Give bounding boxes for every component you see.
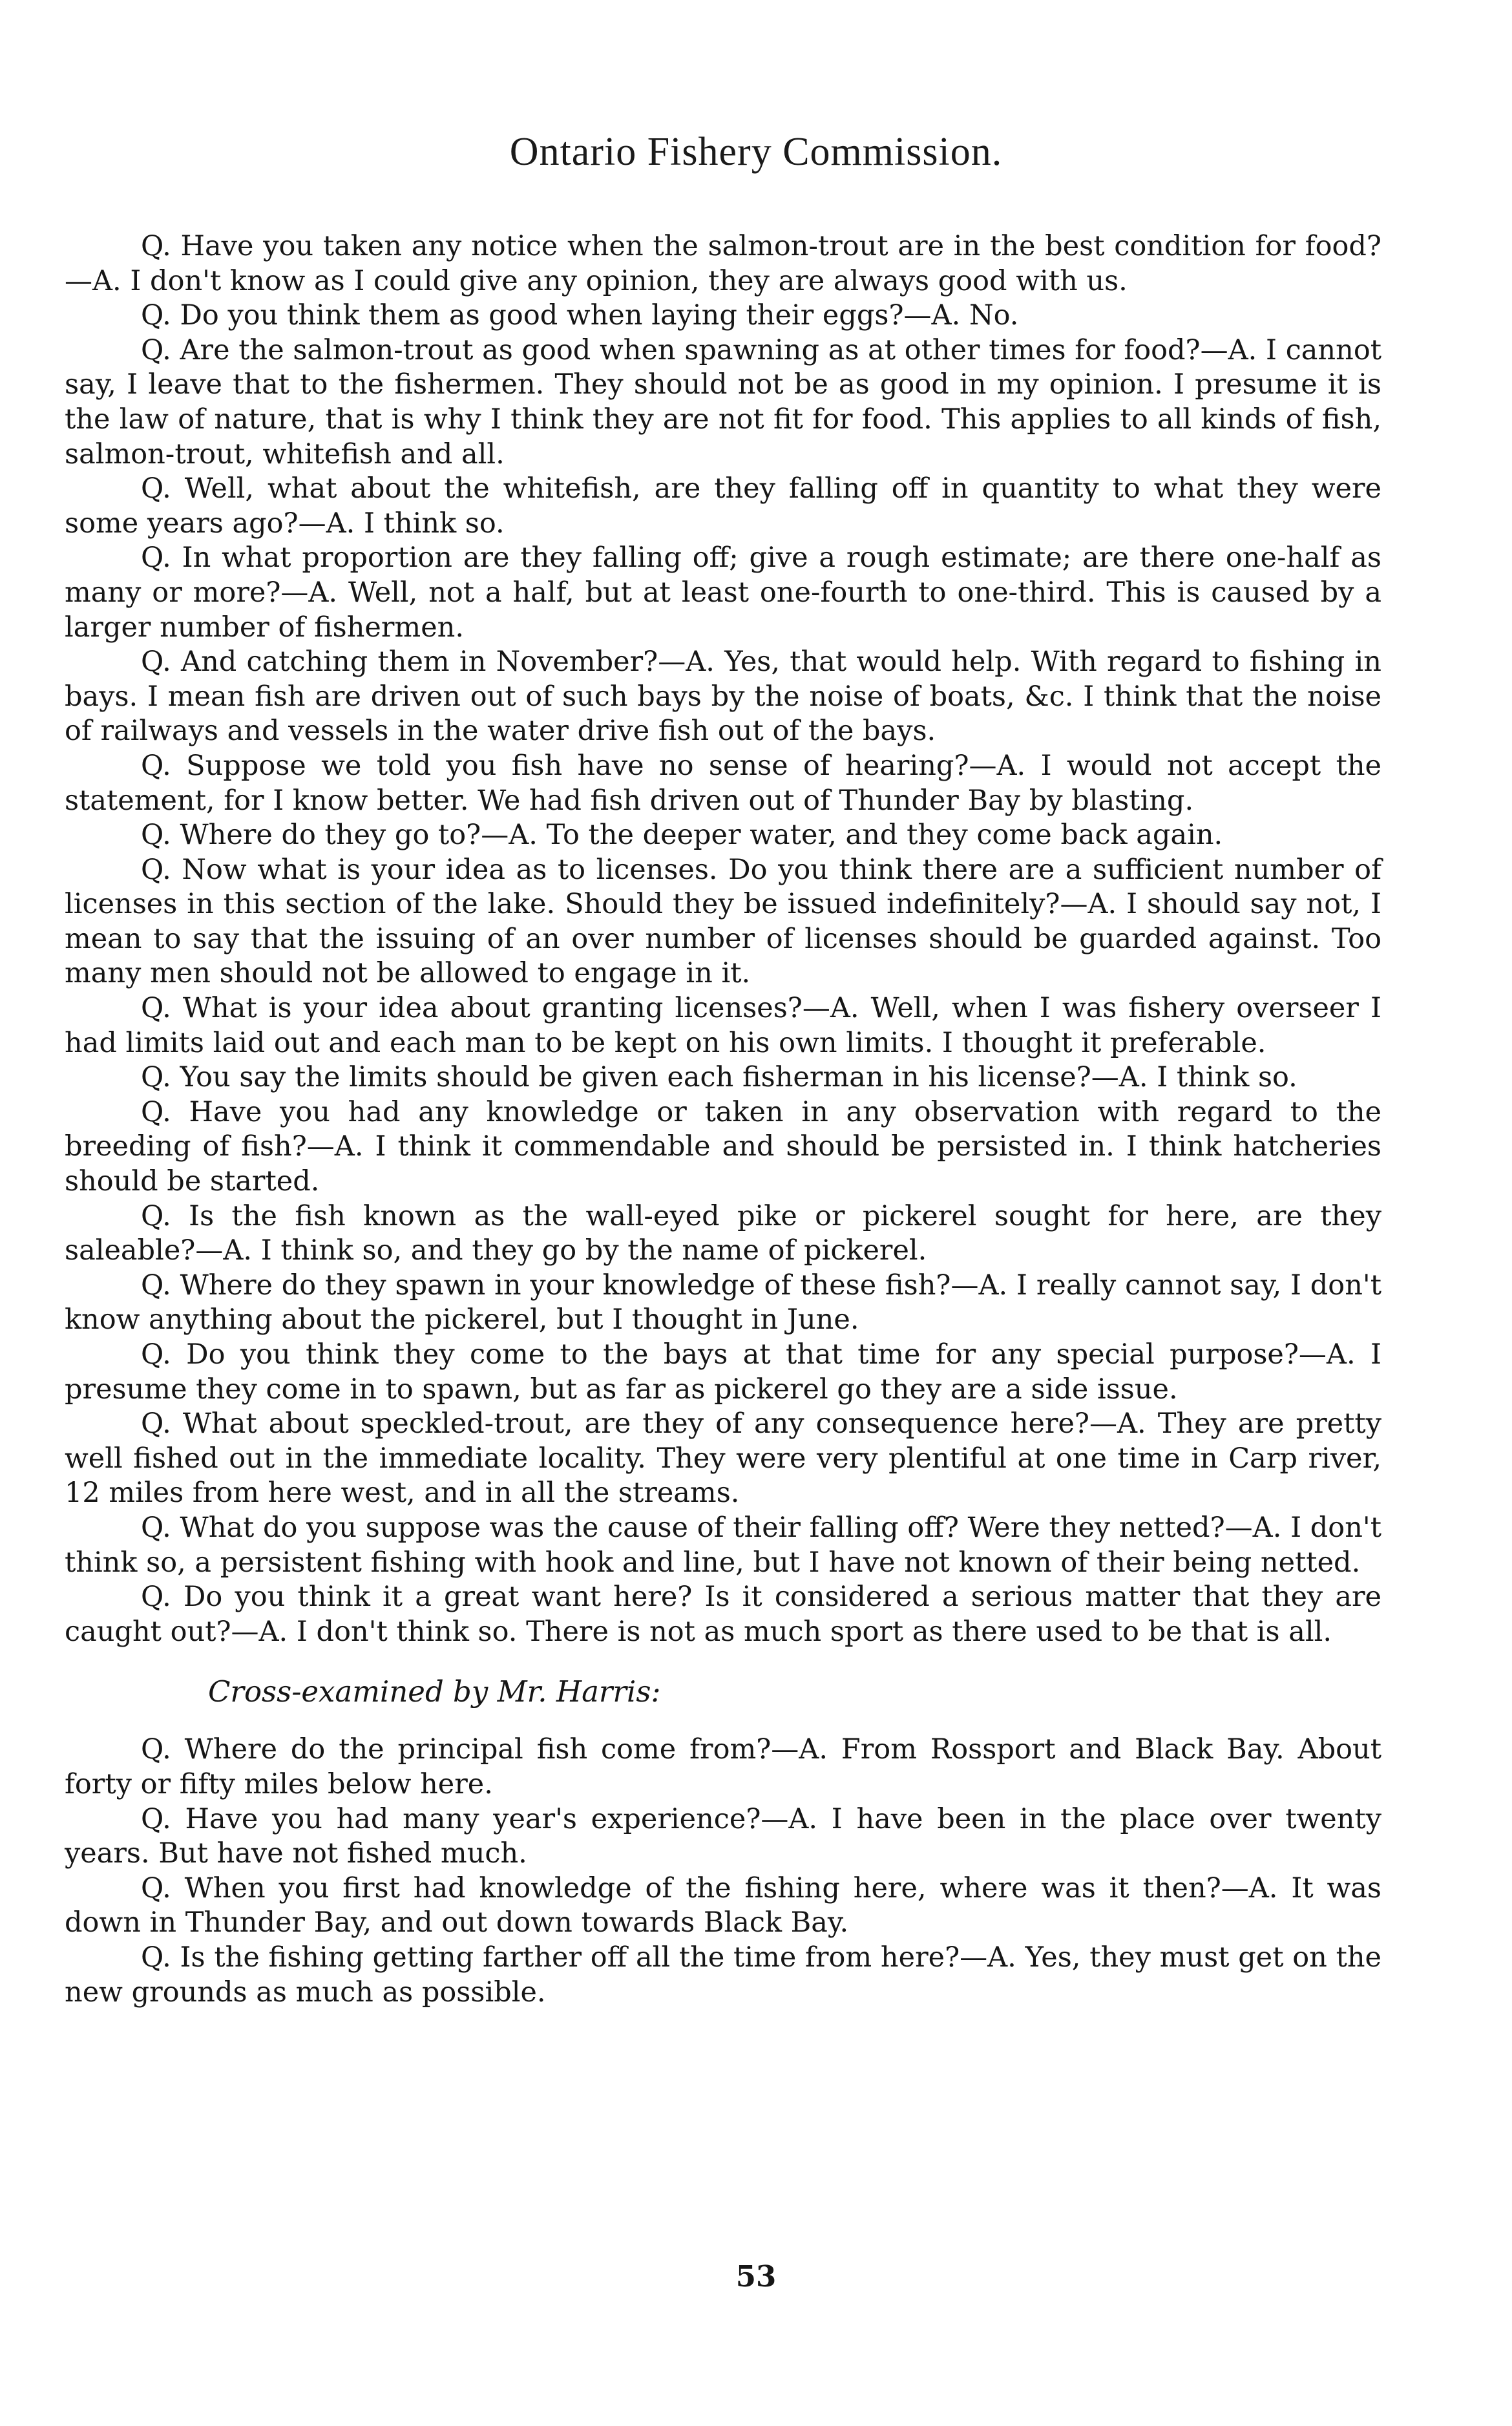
body-text	[65, 229, 1381, 2010]
testimony-paragraph: Q. What is your idea about granting licenses?—A. Well, when I was fishery overseer I had limits laid out and each man to be kept on his own limits. I thought it preferable.	[65, 992, 1381, 1059]
testimony-paragraph: Q. What do you suppose was the cause of their falling off? Were they netted?—A. I don't think so, a persistent fishing with hook and line, but I have not known of their being netted.	[65, 1511, 1381, 1579]
testimony-paragraph: Q. Are the salmon-trout as good when spawning as at other times for food?—A. I cannot say, I leave that to the fishermen. They should not be as good in my opinion. I presume it is the law of nature, that is why I think they are not fit for food. This applies to all kinds of fish, salmon-trout, whitefish and all.	[65, 333, 1381, 470]
cross-examination-heading: Cross-examined by Mr. Harris:	[208, 1674, 661, 1709]
testimony-paragraph: Q. In what proportion are they falling off; give a rough estimate; are there one-half as many or more?—A. Well, not a half, but at least one-fourth to one-third. This is caused by a larger number of fishermen.	[65, 542, 1381, 644]
testimony-paragraph: Q. Where do they spawn in your knowledge of these fish?—A. I really cannot say, I don't know anything about the pickerel, but I thought in June.	[65, 1269, 1381, 1336]
testimony-paragraph: Q. Now what is your idea as to licenses. Do you think there are a sufficient number of licenses in this section of the lake. Should they be issued indefinitely?—A. I should say not, I mean to say that the issuing of an over number of licenses should be guarded against. Too many men should not be allowed to engage in it.	[65, 853, 1381, 990]
cross-examination-paragraph: Q. Where do the principal fish come from?—A. From Rossport and Black Bay. About forty or fifty miles below here.	[65, 1733, 1381, 1800]
testimony-paragraph: Q. Is the fish known as the wall-eyed pike or pickerel sought for here, are they saleable?—A. I think so, and they go by the name of pickerel.	[65, 1199, 1381, 1267]
testimony-paragraph: Q. You say the limits should be given each fisherman in his license?—A. I think so.	[141, 1061, 1297, 1094]
testimony-paragraph: Q. Do you think them as good when laying their eggs?—A. No.	[141, 299, 1019, 332]
running-head-title: Ontario Fishery Commission.	[509, 130, 1003, 174]
page-number: 53	[735, 2259, 777, 2294]
cross-examination-paragraph: Q. Have you had many year's experience?—A. I have been in the place over twenty years. But have not fished much.	[65, 1802, 1381, 1870]
testimony-paragraph: Q. Have you taken any notice when the salmon-trout are in the best condition for food?—A. I don't know as I could give any opinion, they are always good with us.	[65, 230, 1381, 297]
testimony-paragraph: Q. Have you had any knowledge or taken in any observation with regard to the breeding of fish?—A. I think it commendable and should be persisted in. I think hatcheries should be started.	[65, 1095, 1381, 1198]
testimony-paragraph: Q. Where do they go to?—A. To the deeper water, and they come back again.	[141, 819, 1223, 852]
cross-examination-paragraph: Q. When you first had knowledge of the fishing here, where was it then?—A. It was down in Thunder Bay, and out down towards Black Bay.	[65, 1872, 1381, 1939]
cross-examination-paragraph: Q. Is the fishing getting farther off all the time from here?—A. Yes, they must get on the new grounds as much as possible.	[65, 1941, 1381, 2009]
testimony-paragraph: Q. Do you think they come to the bays at that time for any special purpose?—A. I presume they come in to spawn, but as far as pickerel go they are a side issue.	[65, 1338, 1381, 1406]
testimony-paragraph: Q. And catching them in November?—A. Yes, that would help. With regard to fishing in bays. I mean fish are driven out of such bays by the noise of boats, &c. I think that the noise of railways and vessels in the water drive fish out of the bays.	[65, 646, 1381, 748]
testimony-paragraph: Q. Well, what about the whitefish, are they falling off in quantity to what they were some years ago?—A. I think so.	[65, 472, 1381, 540]
testimony-paragraph: Q. Do you think it a great want here? Is it considered a serious matter that they are caught out?—A. I don't think so. There is not as much sport as there used to be that is all.	[65, 1581, 1381, 1648]
testimony-paragraph: Q. Suppose we told you fish have no sense of hearing?—A. I would not accept the statement, for I know better. We had fish driven out of Thunder Bay by blasting.	[65, 749, 1381, 817]
testimony-paragraph: Q. What about speckled-trout, are they of any consequence here?—A. They are pretty well fished out in the immediate locality. They were very plentiful at one time in Carp river, 12 miles from here west, and in all the streams.	[65, 1408, 1381, 1510]
